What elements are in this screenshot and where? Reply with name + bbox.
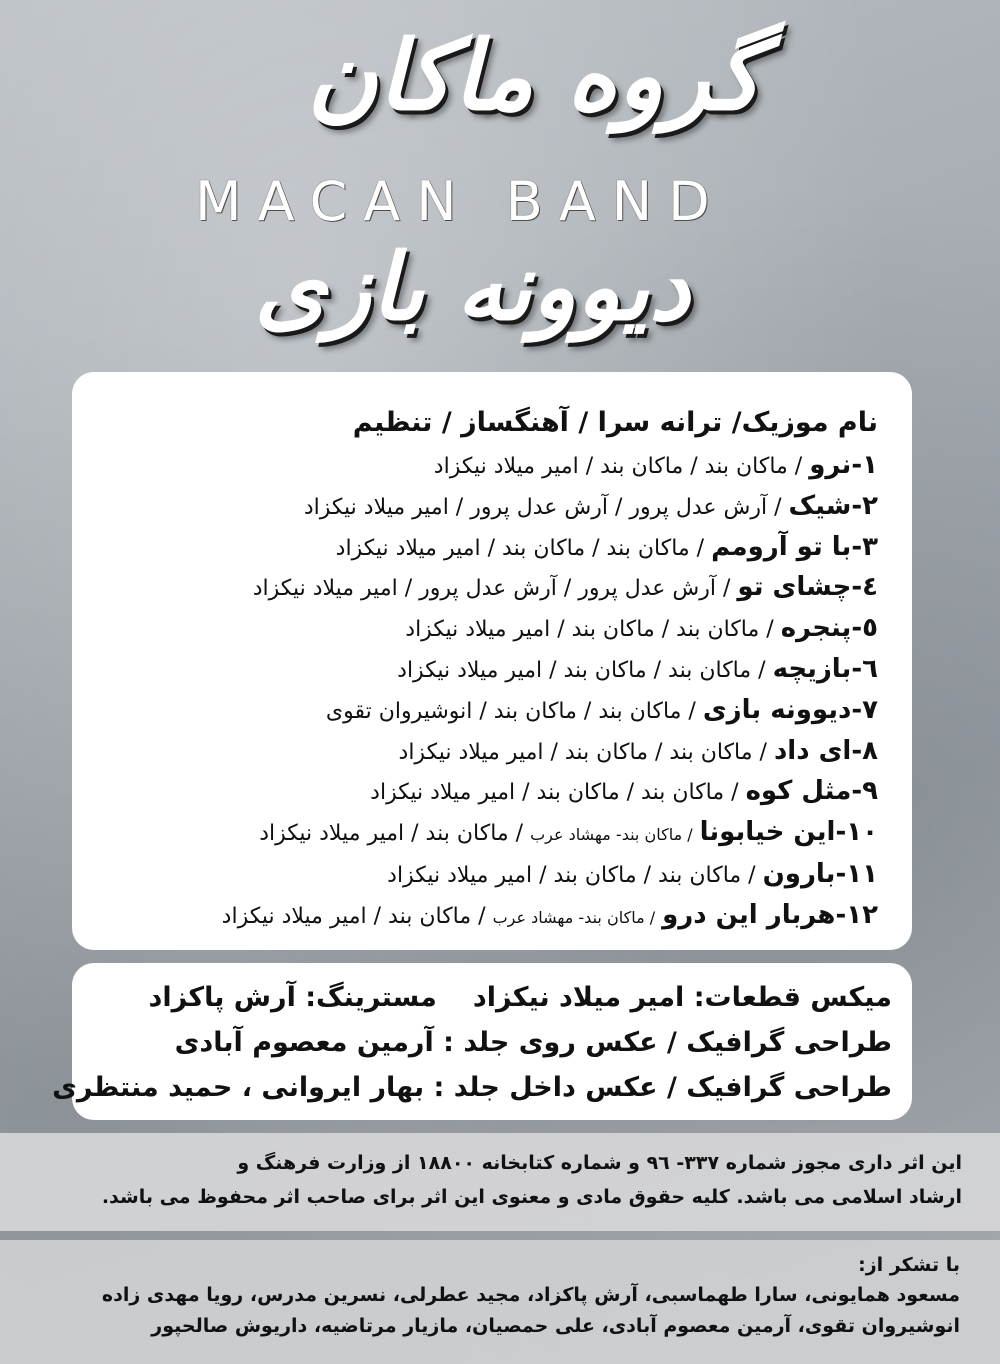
track-credits: / ماکان بند / ماکان بند / امیر میلاد نیکزاد <box>398 739 767 765</box>
track-credits: / ماکان بند / ماکان بند / امیر میلاد نیکزاد <box>370 780 739 806</box>
credits-panel <box>52 963 912 1120</box>
track-name: هربار این درو <box>662 899 836 930</box>
track-title: ۳- <box>851 531 878 562</box>
band-name-persian: گروه ماکان <box>307 20 762 132</box>
thanks-label: با تشکر از: <box>858 1254 960 1276</box>
track-name: پنجره <box>780 613 852 644</box>
track-lyricist: / ماکان بند- مهشاد عرب <box>530 825 693 845</box>
track-name: چشای تو <box>737 572 852 603</box>
track-title: ٤- <box>851 572 878 603</box>
track-title: ۱۱- <box>835 858 878 889</box>
track-title: ۲- <box>851 490 878 521</box>
track-credits: / ماکان بند / امیر میلاد نیکزاد <box>259 821 524 847</box>
track-name: بازیچه <box>772 653 852 684</box>
track-row <box>92 772 878 813</box>
tracklist-panel <box>72 372 912 950</box>
track-row <box>92 896 878 938</box>
track-title: ۱۲- <box>835 899 878 930</box>
inner-design-credit: طراحی گرافیک / عکس داخل جلد : بهار ایروانی ، حمید منتظری <box>52 1072 892 1103</box>
track-row <box>92 732 878 773</box>
track-row <box>92 855 878 896</box>
license-notice <box>0 1133 1000 1231</box>
track-credits: / ماکان بند / ماکان بند / امیر میلاد نیکزاد <box>405 617 774 643</box>
mastering-credit: مسترینگ: آرش پاکزاد <box>148 982 437 1013</box>
thanks-line-2: انوشیروان تقوی، آرمین معصوم آبادی، علی حمصیان، مازیار مرتاضیه، داریوش صالحپور <box>151 1315 960 1337</box>
track-row <box>92 487 878 528</box>
track-title: ٥- <box>851 613 878 644</box>
track-name: شیک <box>788 490 852 521</box>
track-name: بارون <box>762 858 836 889</box>
track-credits: / ماکان بند / امیر میلاد نیکزاد <box>221 903 486 929</box>
track-title: ٦- <box>851 653 878 684</box>
track-row <box>92 813 878 855</box>
track-credits: / ماکان بند / ماکان بند / امیر میلاد نیکزاد <box>397 657 766 683</box>
band-name-english: MACAN BAND <box>195 170 726 233</box>
track-row <box>92 568 878 609</box>
track-row <box>92 446 878 487</box>
track-title: ۱- <box>851 450 878 480</box>
album-header <box>0 0 1000 370</box>
track-credits: / ماکان بند / ماکان بند / امیر میلاد نیکزاد <box>335 535 705 561</box>
track-row <box>92 691 878 732</box>
license-line-1: این اثر داری مجوز شماره ۳۳۷- ۹٦ و شماره کتابخانه ۱۸۸۰۰ از وزارت فرهنگ و <box>237 1152 962 1174</box>
track-name: دیوونه بازی <box>702 694 852 725</box>
track-name: این خیابونا <box>699 817 836 848</box>
mix-credit: میکس قطعات: امیر میلاد نیکزاد <box>472 982 892 1013</box>
track-title: ۹- <box>851 776 878 807</box>
acknowledgements <box>0 1240 1000 1364</box>
track-credits: / آرش عدل پرور / آرش عدل پرور / امیر میلاد نیکزاد <box>252 576 731 602</box>
track-row <box>92 528 878 569</box>
track-row <box>92 609 878 650</box>
cover-design-credit: طراحی گرافیک / عکس روی جلد : آرمین معصوم آبادی <box>174 1027 892 1058</box>
track-credits: / ماکان بند / ماکان بند / امیر میلاد نیکزاد <box>387 862 756 888</box>
track-credits: / ماکان بند / ماکان بند / امیر میلاد نیکزاد <box>433 454 803 479</box>
track-title: ۱۰- <box>835 817 878 848</box>
tracklist-heading: نام موزیک/ ترانه سرا / آهنگساز / تنظیم <box>352 407 878 438</box>
album-title: دیوونه بازی <box>254 234 690 341</box>
track-name: نرو <box>809 450 852 480</box>
track-title: ۸- <box>851 735 878 766</box>
track-name: با تو آرومم <box>711 531 852 562</box>
track-lyricist: / ماکان بند- مهشاد عرب <box>492 907 656 927</box>
track-title: ۷- <box>851 694 878 725</box>
track-name: ای داد <box>773 735 852 766</box>
track-name: مثل کوه <box>745 776 852 807</box>
mix-mastering-line <box>92 975 892 1020</box>
track-row <box>92 650 878 691</box>
track-credits: / آرش عدل پرور / آرش عدل پرور / امیر میلاد نیکزاد <box>303 494 782 520</box>
thanks-line-1: مسعود همایونی، سارا طهماسبی، آرش پاکزاد، مجید عطرلی، نسرین مدرس، رویا مهدی زاده <box>101 1284 960 1306</box>
track-list <box>92 446 878 938</box>
track-credits: / ماکان بند / ماکان بند / انوشیروان تقوی <box>325 698 696 724</box>
license-line-2: ارشاد اسلامی می باشد. کلیه حقوق مادی و معنوی این اثر برای صاحب اثر محفوظ می باشد. <box>101 1186 962 1208</box>
